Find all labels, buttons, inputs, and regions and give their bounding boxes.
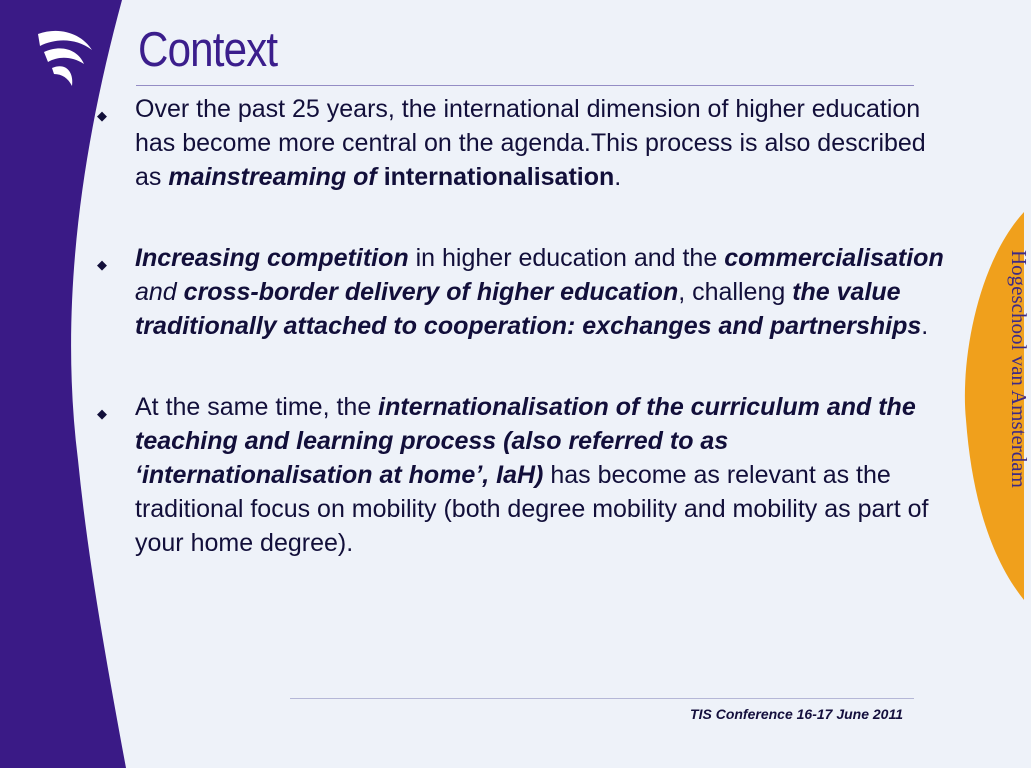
title-divider	[136, 85, 914, 86]
bullet-item	[97, 241, 957, 343]
bullet-text-segment: Increasing competition	[135, 244, 409, 272]
bullet-text-segment: the value traditionally attached to cooperation: exchanges and partnerships	[135, 278, 922, 340]
bullet-list	[97, 92, 957, 560]
bullet-text-segment	[377, 163, 384, 191]
diamond-bullet-icon: ◆	[97, 108, 107, 123]
diamond-bullet-icon: ◆	[97, 406, 107, 421]
bullet-text-segment: internationalisation	[383, 163, 615, 191]
bullet-item	[97, 390, 957, 560]
bullet-text-segment: Over the past 25 years, the international dimension of higher education has become more central on the agenda.This process is also described as	[135, 95, 926, 191]
bullet-text-segment: mainstreaming of	[168, 163, 377, 191]
footer-text: TIS Conference 16-17 June 2011	[690, 706, 903, 722]
bullet-item	[97, 92, 957, 194]
bullet-text-segment: At the same time, the	[135, 393, 379, 421]
bullet-text-segment: in higher education and the	[408, 244, 725, 272]
bullet-text-segment: .	[614, 163, 622, 191]
bullet-text-segment: .	[921, 312, 929, 340]
bullet-text-segment: internationalisation of the curriculum and the teaching and learning process (also referred to as ‘internationalisation at home’, IaH)	[135, 393, 916, 489]
bullet-text-segment: commercialisation	[724, 244, 944, 272]
branding-text: Hogeschool van Amsterdam	[1007, 250, 1031, 488]
bullet-text-segment: has become as relevant as the traditional focus on mobility (both degree mobility and mobility as part of your home degree).	[135, 461, 929, 557]
diamond-bullet-icon: ◆	[97, 257, 107, 272]
slide-title: Context	[138, 23, 278, 77]
hva-flame-logo-icon	[32, 28, 100, 90]
bullet-text-segment: and	[135, 278, 184, 306]
bullet-text-segment: , challeng	[678, 278, 793, 306]
bullet-text-segment: cross-border delivery of higher education	[183, 278, 679, 306]
footer-divider	[290, 698, 914, 699]
